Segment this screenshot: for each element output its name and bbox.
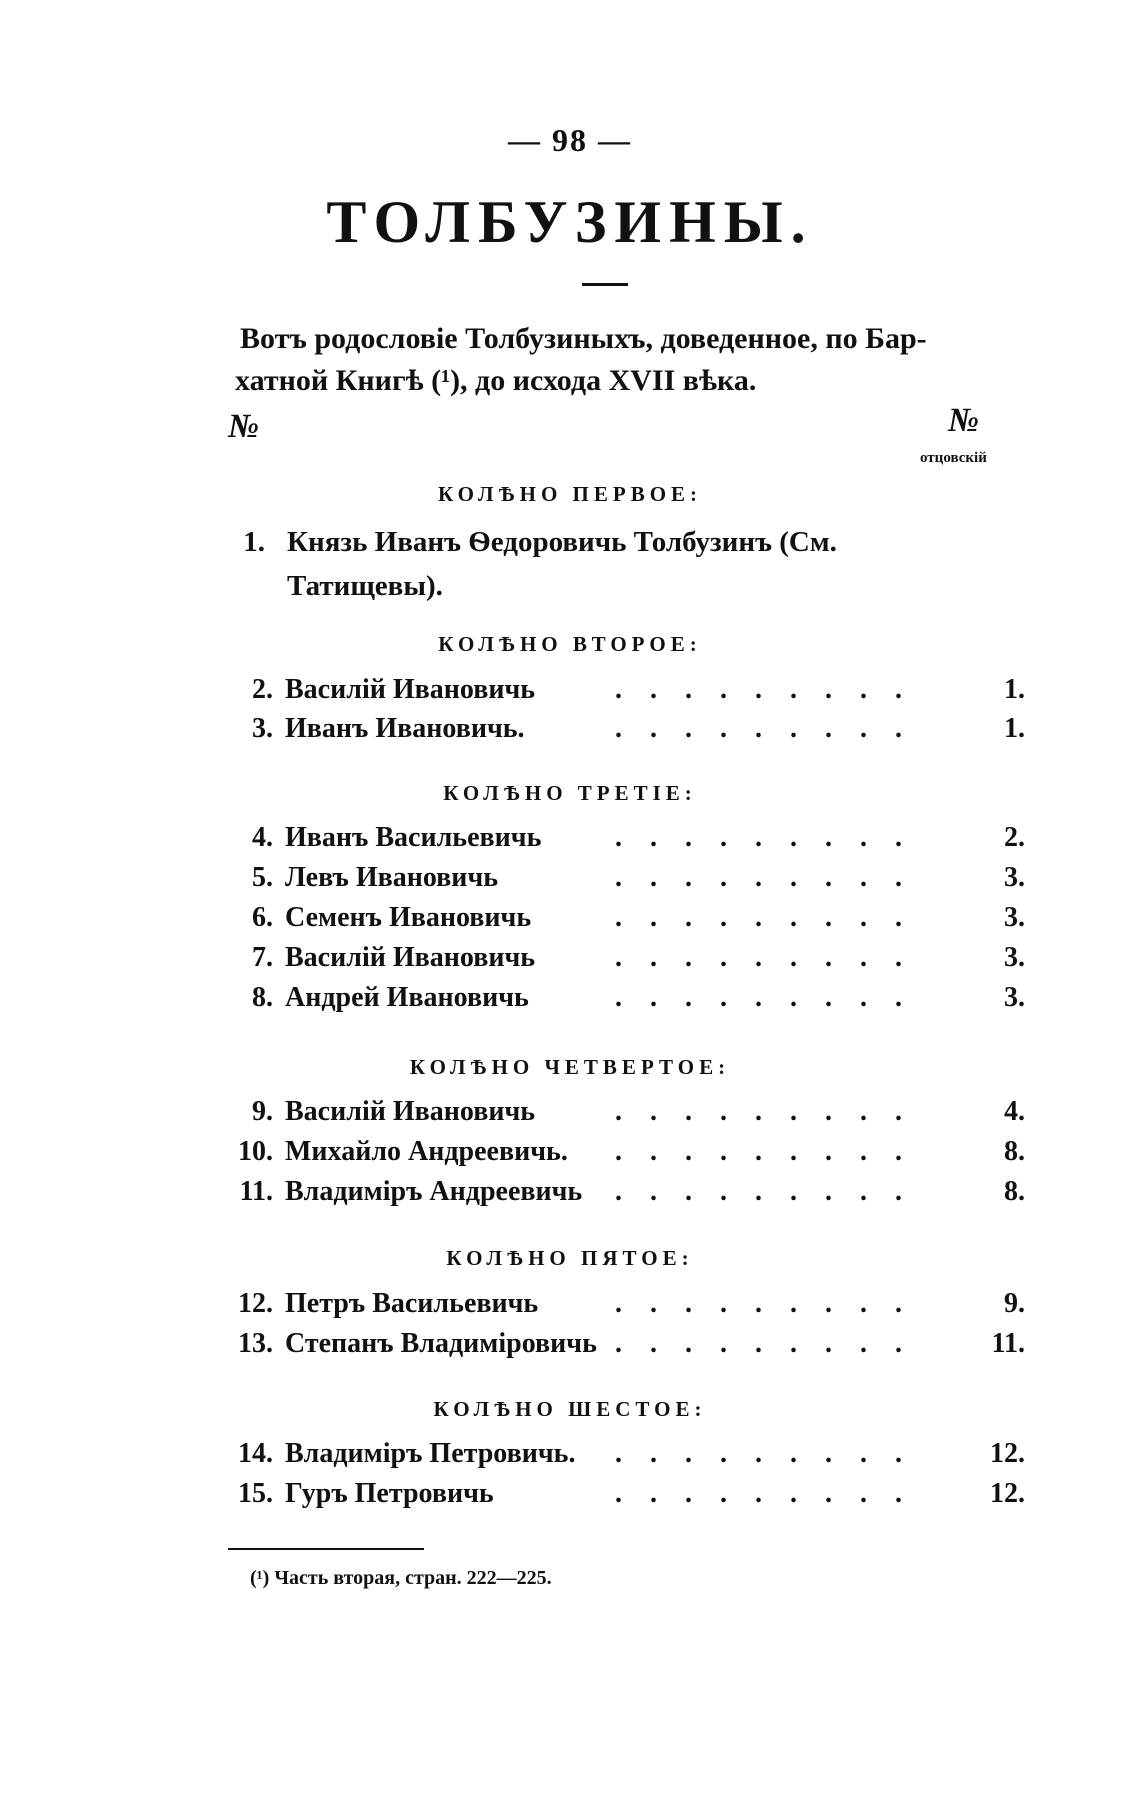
entry-number: 2. — [252, 674, 273, 705]
entry-name: Гуръ Петровичь — [285, 1478, 494, 1509]
entry-number: 9. — [252, 1096, 273, 1127]
father-number: 12. — [990, 1478, 1025, 1509]
father-number: 3. — [1004, 902, 1025, 933]
genealogy-entry — [225, 822, 1025, 860]
entry-name: Левъ Ивановичь — [285, 862, 499, 893]
father-number: 11. — [991, 1328, 1025, 1359]
entry-number: 10. — [238, 1136, 273, 1167]
leader-dots: ......... — [615, 1478, 930, 1509]
footnote-divider — [228, 1548, 424, 1550]
generation-heading-2: КОЛѢНО ВТОРОЕ: — [438, 632, 702, 656]
entry-number: 15. — [238, 1478, 273, 1509]
genealogy-entry — [225, 862, 1025, 900]
number-column-header: № — [228, 408, 260, 445]
leader-dots: ......... — [615, 713, 930, 744]
generation-heading-5: КОЛѢНО ПЯТОЕ: — [446, 1246, 694, 1270]
father-number-column-header: № — [948, 402, 980, 439]
father-number: 8. — [1004, 1176, 1025, 1207]
genealogy-entry — [225, 674, 1025, 712]
entry-name: Михайло Андреевичь. — [285, 1136, 568, 1167]
father-number: 8. — [1004, 1136, 1025, 1167]
intro-paragraph — [235, 318, 1015, 402]
leader-dots: ......... — [615, 862, 930, 893]
generation-heading-3: КОЛѢНО ТРЕТІЕ: — [443, 781, 697, 805]
entry-name: Василій Ивановичь — [285, 674, 536, 705]
genealogy-entry — [225, 1288, 1025, 1326]
footnote: (¹) Часть вторая, стран. 222—225. — [250, 1567, 552, 1589]
entry-name: Иванъ Ивановичь. — [285, 713, 525, 744]
entry-name: Иванъ Васильевичь — [285, 822, 542, 853]
entry-number: 4. — [252, 822, 273, 853]
leader-dots: ......... — [615, 674, 930, 705]
genealogy-entry — [225, 713, 1025, 751]
genealogy-entry — [225, 1136, 1025, 1174]
page-title: ТОЛБУЗИНЫ. — [326, 189, 814, 255]
entry-number: 12. — [238, 1288, 273, 1319]
entry-name: Василій Ивановичь — [285, 942, 536, 973]
genealogy-entry — [225, 1328, 1025, 1366]
generation-heading-6: КОЛѢНО ШЕСТОЕ: — [433, 1397, 707, 1421]
entry-name: Князь Иванъ Ѳедоровичь Толбузинъ (См. Татищевы). — [287, 526, 837, 602]
leader-dots: ......... — [615, 982, 930, 1013]
generation-heading-1: КОЛѢНО ПЕРВОЕ: — [437, 482, 703, 506]
genealogy-entry — [225, 942, 1025, 980]
leader-dots: ......... — [615, 1136, 930, 1167]
entry-number: 14. — [238, 1438, 273, 1469]
genealogy-entry — [225, 1096, 1025, 1134]
genealogy-entry — [225, 1176, 1025, 1214]
father-number: 3. — [1004, 862, 1025, 893]
father-number: 2. — [1004, 822, 1025, 853]
father-number: 1. — [1004, 674, 1025, 705]
entry-name: Андрей Ивановичь — [285, 982, 529, 1013]
father-number: 3. — [1004, 982, 1025, 1013]
intro-line-1: Вотъ родословіе Толбузиныхъ, доведенное, по Бар- — [240, 322, 927, 355]
genealogy-entry — [225, 982, 1025, 1020]
page-number: — 98 — — [508, 122, 632, 158]
entry-number: 5. — [252, 862, 273, 893]
entry-number: 11. — [239, 1176, 273, 1207]
entry-number: 8. — [252, 982, 273, 1013]
father-number: 3. — [1004, 942, 1025, 973]
entry-number: 1. — [243, 526, 265, 558]
title-divider — [582, 283, 628, 286]
entry-name: Петръ Васильевичь — [285, 1288, 539, 1319]
entry-number: 7. — [252, 942, 273, 973]
genealogy-entry — [225, 1438, 1025, 1476]
entry-name: Василій Ивановичь — [285, 1096, 536, 1127]
father-number: 12. — [990, 1438, 1025, 1469]
entry-number: 6. — [252, 902, 273, 933]
father-number: 4. — [1004, 1096, 1025, 1127]
leader-dots: ......... — [615, 1176, 930, 1207]
leader-dots: ......... — [615, 902, 930, 933]
entry-number: 13. — [238, 1328, 273, 1359]
leader-dots: ......... — [615, 822, 930, 853]
leader-dots: ......... — [615, 1096, 930, 1127]
leader-dots: ......... — [615, 1438, 930, 1469]
genealogy-entry — [225, 902, 1025, 940]
father-number: 9. — [1004, 1288, 1025, 1319]
entry-name: Владиміръ Андреевичь — [285, 1176, 583, 1207]
father-number: 1. — [1004, 713, 1025, 744]
entry-name: Владиміръ Петровичь. — [285, 1438, 576, 1469]
intro-line-2: хатной Книгѣ (¹), до исхода XVII вѣка. — [235, 364, 757, 397]
leader-dots: ......... — [615, 1288, 930, 1319]
father-number-column-label: отцовскій — [920, 450, 987, 466]
genealogy-entry — [225, 1478, 1025, 1516]
generation-heading-4: КОЛѢНО ЧЕТВЕРТОЕ: — [409, 1055, 731, 1079]
entry-number: 3. — [252, 713, 273, 744]
entry-name: Степанъ Владиміровичь — [285, 1328, 597, 1359]
leader-dots: ......... — [615, 1328, 930, 1359]
entry-name: Семенъ Ивановичь — [285, 902, 532, 933]
leader-dots: ......... — [615, 942, 930, 973]
